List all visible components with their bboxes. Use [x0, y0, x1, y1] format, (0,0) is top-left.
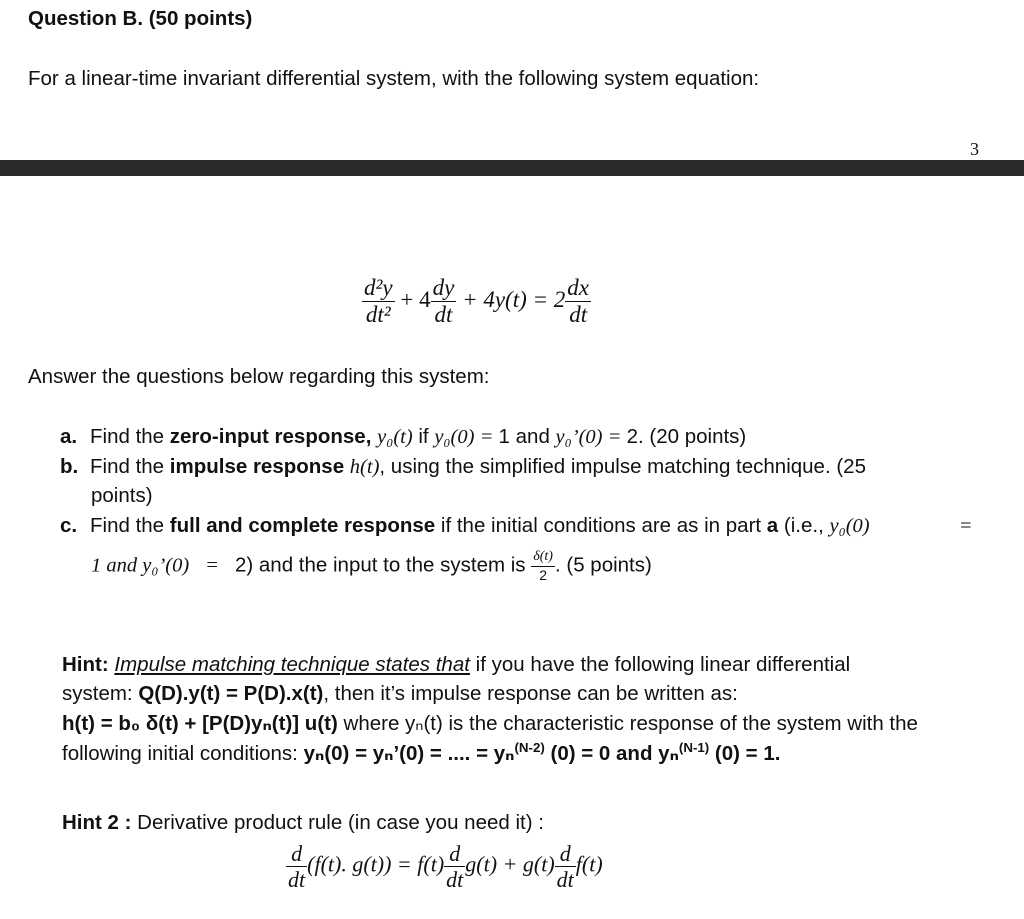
hint1-line2: system: Q(D).y(t) = P(D).x(t), then it’s impulse response can be written as: [62, 682, 738, 705]
dx-dt-fraction: $\frac{dx}{dt}$ [567, 275, 589, 328]
hint2-line: Hint 2 : Derivative product rule (in case you need it) : [62, 811, 544, 834]
d2y-dt2-fraction: $\frac{\text{d²y}}{\text{dt²}}$ [364, 275, 393, 328]
part-b: b. Find the impulse response h(t), using the simplified impulse matching technique. (25 [60, 455, 866, 478]
system-equation: $\frac{\text{d²y}}{\text{dt²}}$ + 4 $\frac{dy}{dt}$ + 4y(t) = 2 $\frac{dx}{dt}$ [364, 275, 589, 328]
answer-intro: Answer the questions below regarding this system: [28, 365, 490, 388]
part-c-line2: 1 and y₀’(0) = 2) and the input to the system is $\frac{\delta(t)}{2}$ . (5 points) [91, 549, 652, 583]
dy-dt-fraction: $\frac{dy}{dt}$ [432, 275, 455, 328]
part-c: c. Find the full and complete response if the initial conditions are as in part a (i.e., y₀(0) [60, 514, 870, 537]
part-a: a. Find the zero-input response, y₀(t) if y₀(0) = 1 and y₀’(0) = 2. (20 points) [60, 425, 747, 448]
d-dt-fraction-3: $\frac{d}{dt}$ [556, 841, 574, 893]
product-rule-equation: $\frac{d}{dt}$ (f(t). g(t)) = f(t) $\frac{d}{dt}$ g(t) + g(t) $\frac{d}{dt}$ f(t) [288, 841, 603, 893]
d-dt-fraction-1: $\frac{d}{dt}$ [288, 841, 306, 893]
hint1-line1: Hint: Impulse matching technique states that if you have the following linear differential [62, 653, 851, 676]
part-c-eq-sign: = [960, 515, 972, 537]
question-title: Question B. (50 points) [28, 7, 253, 30]
hint1-line4: following initial conditions: yₙ(0) = yₙ’(0) = .... = yₙ$^{(N-2)}$ (0) = 0 and yₙ$^{(N-1)}$ (0) = 1. [62, 740, 781, 765]
d-dt-fraction-2: $\frac{d}{dt}$ [446, 841, 464, 893]
page-number: 3 [970, 139, 979, 159]
hint1-line3: h(t) = b₀ δ(t) + [P(D)yₙ(t)] u(t) where yₙ(t) is the characteristic response of the system with the [62, 712, 918, 735]
intro-text: For a linear-time invariant differential system, with the following system equation: [28, 67, 760, 90]
part-b-cont: points) [91, 484, 153, 507]
page-divider-bar [0, 160, 1024, 176]
delta-over-2-fraction: $\frac{\delta(t)}{2}$ [533, 549, 553, 583]
